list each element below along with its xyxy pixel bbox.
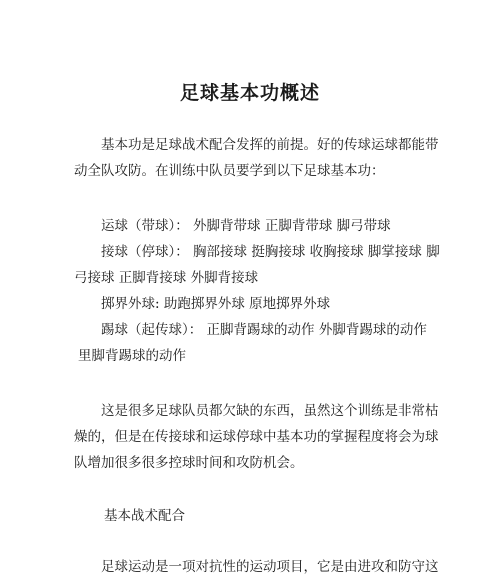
intro-line-1: 基本功是足球战术配合发挥的前提。好的传球运球都能带 (101, 137, 439, 153)
dribbling-line: 运球（带球）： 外脚背带球 正脚背带球 脚弓带球 (101, 218, 391, 234)
receiving-line-2: 弓接球 正脚背接球 外脚背接球 (74, 270, 259, 286)
section-heading: 基本战术配合 (104, 508, 185, 524)
kicking-line-1: 踢球（起传球）： 正脚背踢球的动作 外脚背踢球的动作 (101, 322, 427, 338)
receiving-line-1: 接球（停球）： 胸部接球 挺胸接球 收胸接球 脚掌接球 脚 (101, 244, 440, 260)
commentary-line-3: 队增加很多很多控球时间和攻防机会。 (74, 455, 304, 471)
continuation-line: 足球运动是一项对抗性的运动项目，它是由进攻和防守这 (101, 559, 439, 575)
intro-line-2: 动全队攻防。在训练中队员要学到以下足球基本功： (74, 163, 385, 179)
throw-in-line: 掷界外球: 助跑掷界外球 原地掷界外球 (101, 296, 331, 312)
commentary-line-1: 这是很多足球队员都欠缺的东西，虽然这个训练是非常枯 (101, 403, 439, 419)
commentary-line-2: 燥的，但是在传接球和运球停球中基本功的掌握程度将会为球 (74, 429, 439, 445)
kicking-line-2: 里脚背踢球的动作 (78, 348, 186, 364)
document-title: 足球基本功概述 (179, 82, 320, 104)
